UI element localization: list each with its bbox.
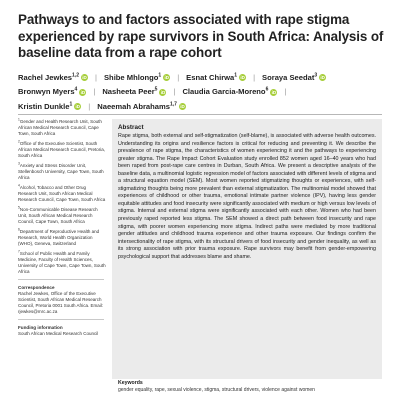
correspondence-heading: Correspondence <box>18 285 55 290</box>
author-separator: | <box>177 72 180 82</box>
author[interactable] <box>104 71 170 86</box>
author-name: Kristin Dunkle <box>18 101 70 111</box>
article-title: Pathways to and factors associated with rape stigma experienced by rape survivors in South Africa: Analysis of baseline data from a rape cohort <box>18 12 384 60</box>
author-affiliation-mark: 5 <box>154 86 158 93</box>
affiliation-text: Department of Reproductive Health and Research, World Health Organization (WHO), Geneva, Switzerland <box>18 229 100 246</box>
author-separator: | <box>93 87 96 96</box>
author-affiliation-mark: 4 <box>74 86 78 93</box>
author-affiliation-mark: 3 <box>314 71 318 78</box>
author-name: Claudia Garcia-Moreno <box>182 87 266 96</box>
author[interactable] <box>262 71 326 86</box>
author-affiliation-mark: 1 <box>69 100 73 107</box>
author-name: Soraya Seedat <box>262 72 315 82</box>
author-name: Nasheeta Peer <box>102 87 155 96</box>
orcid-icon[interactable]: iD <box>271 89 277 95</box>
keywords-heading: Keywords <box>118 380 143 386</box>
affiliation-text: Gender and Health Research Unit, South African Medical Research Council, Cape Town, South Africa <box>18 119 102 136</box>
keywords-text: gender equality, rape, sexual violence, stigma, structural drivers, violence against women <box>118 387 315 393</box>
affiliation-text: Office of the Executive Scientist, South African Medical Research Council, Pretoria, South Africa <box>18 141 106 158</box>
orcid-icon[interactable]: iD <box>82 75 87 80</box>
affiliation <box>18 207 106 225</box>
funding-heading: Funding information <box>18 325 63 330</box>
affiliation-number: 4 <box>18 183 20 188</box>
affiliation-text: School of Public Health and Family Medicine, Faculty of Health Sciences, University of Cape Town, Cape Town, South Africa <box>18 251 106 274</box>
orcid-icon[interactable]: iD <box>180 104 185 109</box>
author-affiliation-mark: 1,7 <box>169 100 177 107</box>
author[interactable] <box>102 85 166 100</box>
divider <box>18 319 104 320</box>
author-separator: | <box>173 87 176 96</box>
author-separator: | <box>88 101 91 111</box>
author[interactable] <box>18 85 86 100</box>
affiliation <box>18 141 106 159</box>
author[interactable] <box>18 71 88 86</box>
affiliation-text: Anxiety and Stress Disorder Unit, Stellenbosch University, Cape Town, South Africa <box>18 163 104 180</box>
orcid-icon[interactable]: iD <box>320 75 325 80</box>
author-separator: | <box>284 87 287 96</box>
affiliation-number: 3 <box>18 161 20 166</box>
author[interactable] <box>186 71 246 86</box>
affiliations-column <box>18 119 106 337</box>
abstract-text: Rape stigma, both external and self-stigmatization (self-blame), is associated with adverse health outcomes. Understanding its origins and resilience factors is critical for reducing and preventing it. We describe the prevalence of rape stigma, the characteristics of women experiencing it and the pathways to experiencing greater stigma. The Rape Impact Cohort Evaluation study enrolled 852 women aged 16–40 years who had been raped from post-rape care centres in Durban, South Africa. We present a descriptive analysis of the baseline data, a multinomial logistic regression model of factors associated with different levels of stigma and a structural equation model (SEM). Most women reported stigmatizing thoughts or experiences, with self-stigmatizing thoughts being more prevalent than external stigmatization. The multinomial model showed that experiences of childhood or other trauma, emotional intimate partner violence (IPV), having less gender equitable attitudes and food insecurity were significantly associated with medium or high versus low levels of stigma. Internal and external stigma were significantly associated with each other. Women who had been previously raped reported less stigma. The SEM showed a direct path between food insecurity and rape stigma, with poorer women experiencing more stigma. Indirect paths were mediated by more traditional gender attitudes and childhood trauma experience and other trauma exposure. Our findings confirm the intersectionality of rape stigma, with its structural drivers of food insecurity and gender inequality, as well as its strong association with prior trauma exposure. Rape survivors may benefit from gender-empowering psychological support that addresses blame and shame. <box>118 133 376 260</box>
author[interactable] <box>182 85 277 100</box>
affiliation-text: Alcohol, Tobacco and Other Drug Research Unit, South African Medical Research Council, Cape Town, South Africa <box>18 185 106 202</box>
affiliation <box>18 119 106 137</box>
author-separator: | <box>95 72 97 82</box>
orcid-icon[interactable]: iD <box>75 104 81 109</box>
affiliation-number: 5 <box>18 205 20 210</box>
author-separator: | <box>253 72 256 82</box>
abstract-heading: Abstract <box>118 124 144 131</box>
author-affiliation-mark: 1 <box>158 71 162 78</box>
author-name: Naeemah Abrahams <box>97 101 170 111</box>
author-name: Bronwyn Myers <box>18 87 75 96</box>
author[interactable] <box>18 100 81 115</box>
author-name: Shibe Mhlongo <box>103 72 159 82</box>
orcid-icon[interactable]: iD <box>80 89 86 95</box>
orcid-icon[interactable]: iD <box>160 89 166 95</box>
affiliation-number: 1 <box>18 117 20 122</box>
orcid-icon[interactable]: iD <box>240 75 245 80</box>
author-affiliation-mark: 1 <box>234 71 238 78</box>
author-name: Esnat Chirwa <box>186 72 235 82</box>
affiliation <box>18 185 106 203</box>
header-divider <box>18 114 382 115</box>
affiliation <box>18 251 106 275</box>
abstract-panel <box>112 119 382 385</box>
divider <box>18 279 104 280</box>
author-name: Rachel Jewkes <box>18 72 73 82</box>
author-affiliation-mark: 1,2 <box>72 71 79 78</box>
author[interactable] <box>97 100 186 115</box>
orcid-icon[interactable]: iD <box>164 75 169 80</box>
affiliation-number: 2 <box>18 139 20 144</box>
affiliation-number: 7 <box>18 249 20 254</box>
correspondence-text[interactable]: Rachel Jewkes, Office of the Executive Scientist, South African Medical Research Council, Pretoria 0001 South Africa. Email: rjewkes@mrc.ac.za <box>18 291 104 314</box>
author-list <box>18 71 390 115</box>
affiliation-number: 6 <box>18 227 20 232</box>
affiliation <box>18 163 106 181</box>
funding-text: South African Medical Research Council <box>18 331 99 336</box>
author-affiliation-mark: 6 <box>265 86 269 93</box>
affiliation <box>18 229 106 247</box>
keywords-section <box>112 379 382 400</box>
affiliation-text: Non-Communicable Disease Research Unit, South African Medical Research Council, Cape Town, South Africa <box>18 207 98 224</box>
